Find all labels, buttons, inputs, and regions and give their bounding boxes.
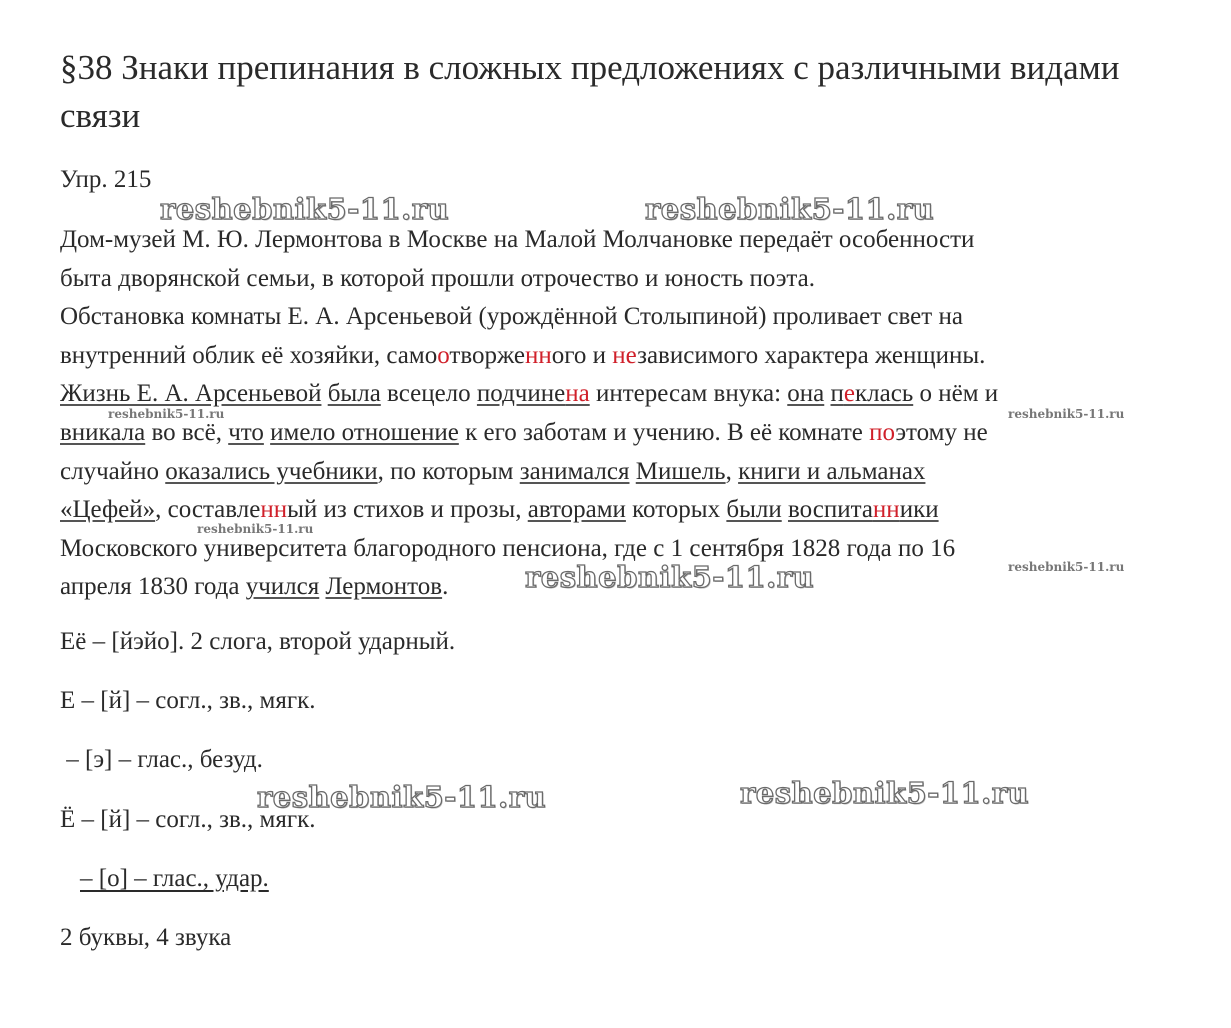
text-fragment: о нём и xyxy=(913,380,999,408)
analysis-line: Е – [й] – согл., зв., мягк. xyxy=(60,687,316,714)
watermark: reshebnik5-11.ru xyxy=(645,192,935,226)
watermark: reshebnik5-11.ru xyxy=(1008,560,1125,574)
page-title: §38 Знаки препинания в сложных предложениях с различными видами связи xyxy=(60,48,1120,135)
watermark: reshebnik5-11.ru xyxy=(108,407,225,421)
highlighted-letter: нн xyxy=(260,496,288,524)
underlined-word: была xyxy=(327,380,381,408)
text-fragment: . xyxy=(442,573,449,601)
analysis-line: Её – [йэйо]. 2 слога, второй ударный. xyxy=(60,628,456,655)
underlined-word xyxy=(788,496,939,523)
text-fragment: ики xyxy=(899,496,939,524)
text-fragment: к его заботам и учению. В её комнате xyxy=(458,418,870,446)
watermark: reshebnik5-11.ru xyxy=(257,780,547,814)
text-fragment: п xyxy=(830,380,844,408)
underlined-word: книги и альманах xyxy=(738,457,926,485)
highlighted-letter: е xyxy=(843,380,855,408)
underlined-word: она xyxy=(787,380,825,408)
text-line: Московского университета благородного пенсиона, где с 1 сентября 1828 года по 16 xyxy=(60,534,956,562)
underlined-word: Мишель xyxy=(635,457,726,485)
text-fragment: интересам внука: xyxy=(589,380,788,408)
text-line: Обстановка комнаты Е. А. Арсеньевой (урождённой Столыпиной) проливает свет на xyxy=(60,303,963,331)
highlighted-letter: на xyxy=(565,380,590,408)
highlighted-letter: о xyxy=(437,341,450,369)
underlined-word: Жизнь Е. А. Арсеньевой xyxy=(60,380,322,408)
text-fragment: , составле xyxy=(155,496,261,524)
text-line: Дом-музей М. Ю. Лермонтова в Москве на Малой Молчановке передаёт особенности xyxy=(60,226,975,253)
watermark: reshebnik5-11.ru xyxy=(525,560,815,594)
text-line xyxy=(60,453,1190,492)
exercise-number: Упр. 215 xyxy=(60,166,152,193)
analysis-line: Ё – [й] – согл., зв., мягк. xyxy=(60,806,316,833)
watermark: reshebnik5-11.ru xyxy=(160,192,450,226)
underlined-word: авторами xyxy=(527,496,626,524)
text-fragment: случайно xyxy=(60,457,166,485)
watermark: reshebnik5-11.ru xyxy=(197,522,314,536)
watermark: reshebnik5-11.ru xyxy=(1008,407,1125,421)
text-fragment: творже xyxy=(449,341,525,369)
underlined-word: занимался xyxy=(519,457,630,485)
text-fragment: ый из стихов и прозы, xyxy=(287,496,528,524)
text-fragment: воспита xyxy=(787,496,873,524)
text-fragment: во всё, xyxy=(145,418,229,446)
underlined-word xyxy=(831,380,914,407)
highlighted-letter: по xyxy=(869,418,896,446)
underlined-word xyxy=(477,380,590,407)
underlined-word: Лермонтов xyxy=(325,573,443,601)
watermark: reshebnik5-11.ru xyxy=(740,776,1030,810)
underlined-word: учился xyxy=(245,573,320,601)
text-fragment: ого и xyxy=(551,341,613,369)
highlighted-letter: не xyxy=(612,341,638,369)
underlined-word: оказались учебники xyxy=(165,457,378,485)
underlined-word: вникала xyxy=(60,418,146,446)
text-line: быта дворянской семьи, в которой прошли отрочество и юность поэта. xyxy=(60,264,816,292)
underlined-word: имело отношение xyxy=(270,418,459,446)
text-fragment: которых xyxy=(625,496,727,524)
underlined-word: что xyxy=(228,418,264,446)
underlined-word: были xyxy=(726,496,782,524)
text-fragment: клась xyxy=(855,380,914,408)
analysis-line: – [о] – глас., удар. xyxy=(80,865,269,892)
underlined-word: «Цефей» xyxy=(60,496,156,524)
text-fragment: апреля 1830 года xyxy=(60,573,246,601)
text-fragment: зависимого характера женщины. xyxy=(637,341,986,369)
text-line xyxy=(60,337,1190,376)
text-fragment: всецело xyxy=(380,380,477,408)
highlighted-letter: нн xyxy=(525,341,552,369)
analysis-summary: 2 буквы, 4 звука xyxy=(60,924,232,951)
text-fragment: этому не xyxy=(895,418,988,446)
analysis-line: – [э] – глас., безуд. xyxy=(60,746,263,773)
text-fragment: внутренний облик её хозяйки, само xyxy=(60,341,438,369)
highlighted-letter: нн xyxy=(872,496,900,524)
text-fragment: подчине xyxy=(476,380,566,408)
text-fragment: , по которым xyxy=(377,457,520,485)
text-fragment: , xyxy=(725,457,739,485)
